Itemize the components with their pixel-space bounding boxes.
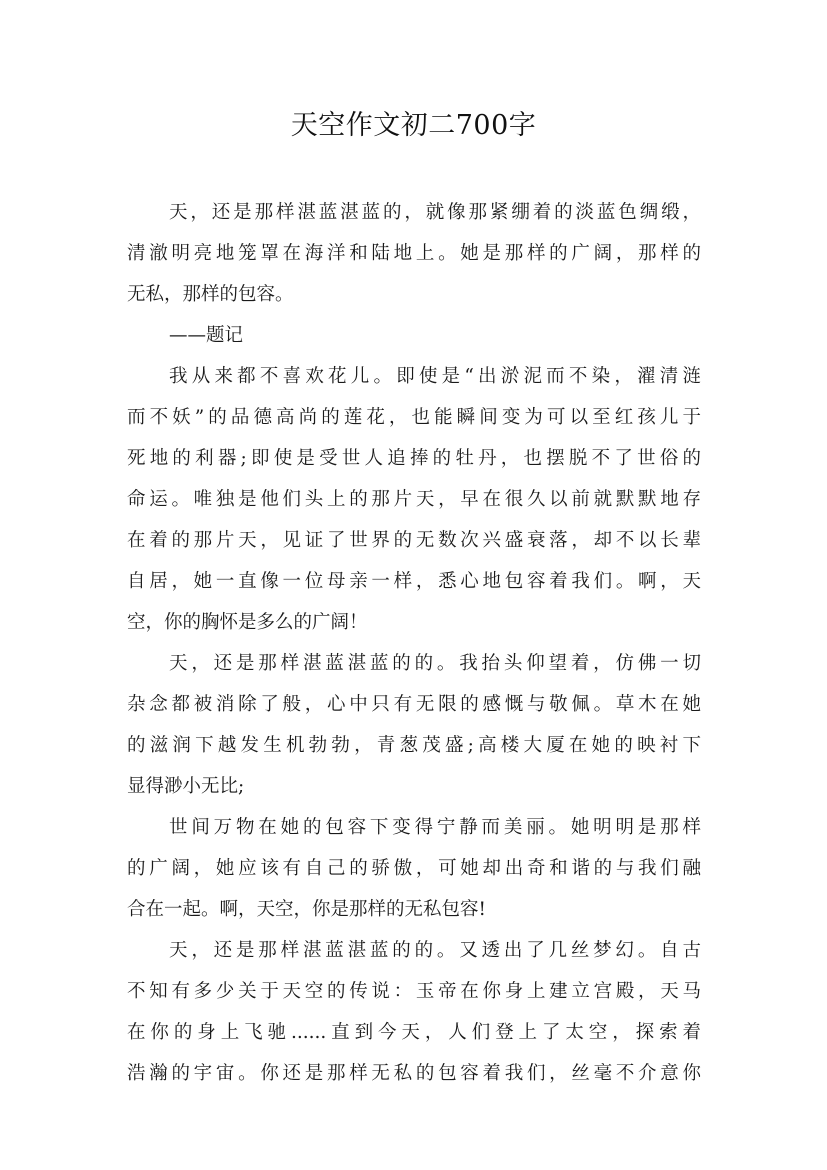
essay-body (127, 192, 701, 1094)
essay-line: 清澈明亮地笼罩在海洋和陆地上。她是那样的广阔，那样的 (127, 243, 701, 264)
essay-line: 杂念都被消除了般，心中只有无限的感慨与敬佩。草木在她 (127, 694, 701, 715)
essay-line: 我从来都不喜欢花儿。即使是“出淤泥而不染，濯清涟 (169, 366, 701, 387)
essay-line: 自居，她一直像一位母亲一样，悉心地包容着我们。啊，天 (127, 571, 701, 592)
essay-line: 的滋润下越发生机勃勃，青葱茂盛;高楼大厦在她的映衬下 (127, 735, 701, 756)
essay-line: 显得渺小无比; (127, 776, 245, 797)
essay-line: 无私，那样的包容。 (127, 284, 294, 305)
essay-line: 而不妖”的品德高尚的莲花，也能瞬间变为可以至红孩儿于 (127, 407, 701, 428)
essay-line: 天，还是那样湛蓝湛蓝的的。我抬头仰望着，仿佛一切 (169, 653, 701, 674)
essay-line: 世间万物在她的包容下变得宁静而美丽。她明明是那样 (169, 817, 701, 838)
essay-line: 天，还是那样湛蓝湛蓝的的。又透出了几丝梦幻。自古 (169, 940, 701, 961)
essay-line: 空，你的胸怀是多么的广阔！ (127, 612, 368, 633)
essay-line: 在着的那片天，见证了世界的无数次兴盛衰落，却不以长辈 (127, 530, 701, 551)
essay-line: 命运。唯独是他们头上的那片天，早在很久以前就默默地存 (127, 489, 701, 510)
essay-line: 的广阔，她应该有自己的骄傲，可她却出奇和谐的与我们融 (127, 858, 701, 879)
essay-line: 不知有多少关于天空的传说：玉帝在你身上建立宫殿，天马 (127, 981, 701, 1002)
essay-line: 合在一起。啊，天空，你是那样的无私包容! (127, 899, 486, 920)
essay-line: ——题记 (169, 325, 244, 346)
essay-line: 在你的身上飞驰......直到今天，人们登上了太空，探索着 (127, 1022, 701, 1043)
essay-line: 浩瀚的宇宙。你还是那样无私的包容着我们，丝毫不介意你 (127, 1063, 701, 1084)
essay-line: 死地的利器;即使是受世人追捧的牡丹，也摆脱不了世俗的 (127, 448, 701, 469)
essay-line: 天，还是那样湛蓝湛蓝的，就像那紧绷着的淡蓝色绸缎， (169, 202, 701, 223)
document-title: 天空作文初二700字 (290, 110, 537, 141)
